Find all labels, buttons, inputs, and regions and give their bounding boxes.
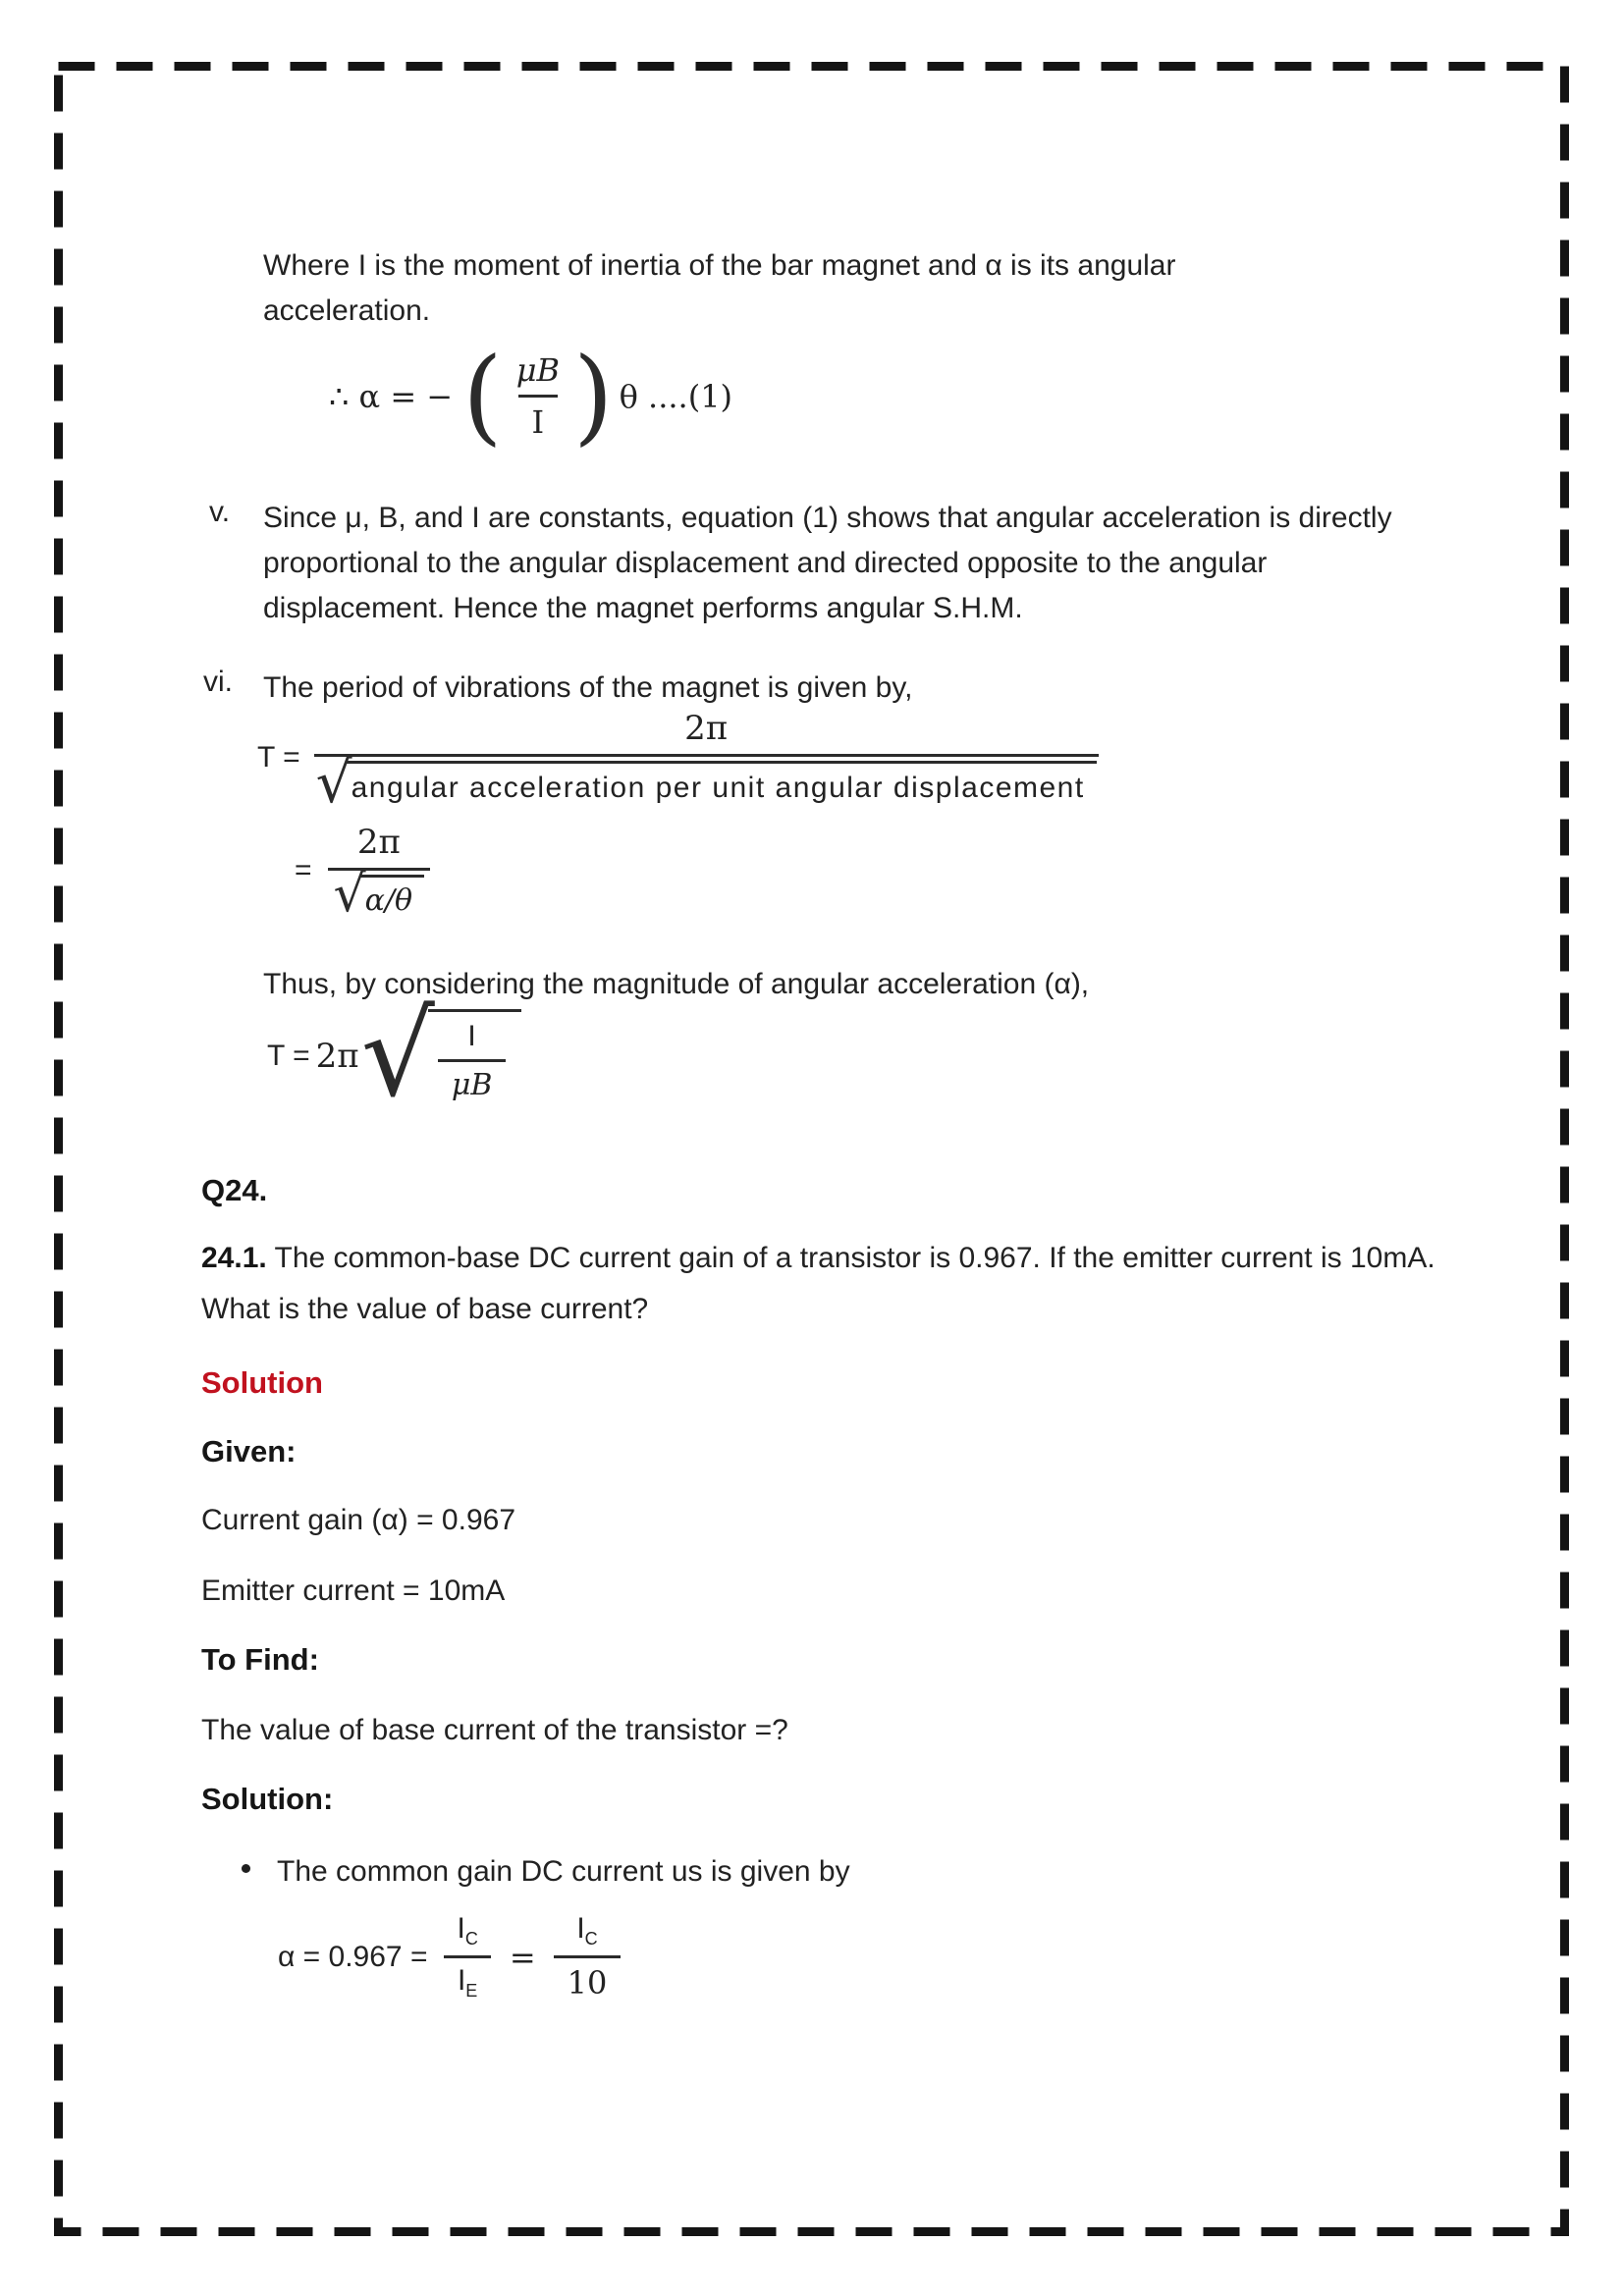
- eq2-lhs: T =: [257, 741, 300, 774]
- given-emitter-current: Emitter current = 10mA: [201, 1575, 506, 1607]
- solution2-label: Solution:: [201, 1782, 334, 1816]
- eq4-numerator: I: [467, 1020, 476, 1052]
- eq4-fraction: [438, 1020, 507, 1102]
- tofind-text: The value of base current of the transistor =?: [201, 1714, 788, 1746]
- eq5-f1-den-sub: E: [465, 1981, 478, 2001]
- eq5-fraction-1: [443, 1912, 491, 2002]
- eq1-lhs: ∴ α = −: [329, 377, 454, 415]
- eq3-radicand: α/θ: [359, 875, 424, 918]
- sqrt-expression: [315, 749, 1097, 816]
- sqrt-expression: [333, 865, 425, 924]
- eq3-equals: =: [295, 853, 312, 886]
- eq5-f2-num: $I_C$: [576, 1912, 598, 1949]
- left-paren: (: [462, 334, 503, 457]
- thus-paragraph: Thus, by considering the magnitude of angular acceleration (α),: [263, 968, 1090, 1000]
- solution-heading: Solution: [201, 1365, 323, 1400]
- eq1-denominator: I: [518, 395, 559, 441]
- given-current-gain: Current gain (α) = 0.967: [201, 1504, 516, 1536]
- list-marker-v: v.: [209, 496, 231, 528]
- eq4-lhs-T: T =: [267, 1039, 310, 1072]
- eq5-f1-num: $I_C$: [457, 1912, 478, 1949]
- question-24-1: [201, 1233, 1458, 1335]
- list-item-v: Since μ, B, and I are constants, equation (1) shows that angular acceleration is directly proportional to the angular displacement and directed opposite to the angular displacement. Hence the magnet performs angular S.H.M.: [263, 502, 1392, 624]
- equation-period-long: [257, 709, 1099, 816]
- eq4-lhs-2pi: 2π: [315, 1036, 359, 1076]
- eq1-numerator: μB: [515, 351, 560, 389]
- eq5-f1-num-sub: C: [464, 1929, 478, 1949]
- list-marker-vi: vi.: [203, 666, 233, 698]
- eq5-mid-equals: =: [509, 1938, 536, 1976]
- eq5-lhs: α = 0.967 =: [278, 1940, 428, 1973]
- bullet-item: [242, 1849, 1420, 1895]
- eq5-f2-num-sub: C: [584, 1929, 598, 1949]
- eq4-radicand: [428, 1009, 522, 1102]
- given-label: Given:: [201, 1434, 297, 1468]
- sqrt-expression: [360, 987, 522, 1122]
- equation-period-final: [267, 987, 521, 1122]
- eq5-fraction-2: [554, 1912, 622, 2002]
- eq2-numerator: 2π: [684, 709, 729, 748]
- eq3-fraction: [328, 823, 431, 924]
- right-paren: ): [573, 334, 614, 457]
- question-24-1-text: The common-base DC current gain of a transistor is 0.967. If the emitter current is 10mA. What is the value of base current?: [201, 1242, 1435, 1325]
- equation-period-short: [295, 823, 430, 924]
- bullet-text: The common gain DC current us is given by: [277, 1855, 850, 1888]
- eq5-f1-den: $I_E$: [444, 1955, 491, 2002]
- eq3-numerator: 2π: [356, 823, 401, 862]
- eq1-fraction: [503, 351, 573, 441]
- equation-current-gain: [278, 1912, 621, 2002]
- eq4-denominator: μB: [438, 1059, 507, 1102]
- radical-sign: √: [315, 749, 352, 816]
- eq1-rhs: θ ....(1): [619, 377, 733, 415]
- intro-paragraph: Where I is the moment of inertia of the bar magnet and α is its angular acceleration.: [263, 249, 1176, 327]
- question-24-1-number: 24.1.: [201, 1242, 267, 1274]
- radical-sign: √: [333, 865, 366, 924]
- eq2-fraction: [314, 709, 1099, 816]
- eq3-denominator: [328, 865, 431, 924]
- question-number-heading: Q24.: [201, 1173, 268, 1207]
- bullet-icon: [242, 1864, 250, 1873]
- eq5-f2-den: 10: [554, 1955, 622, 2002]
- equation-alpha: [329, 334, 733, 457]
- eq2-radicand: angular acceleration per unit angular displacement: [346, 761, 1097, 805]
- list-item-vi: The period of vibrations of the magnet is given by,: [263, 671, 913, 704]
- radical-sign: √: [360, 987, 435, 1122]
- tofind-label: To Find:: [201, 1642, 319, 1677]
- eq2-denominator: [314, 749, 1099, 816]
